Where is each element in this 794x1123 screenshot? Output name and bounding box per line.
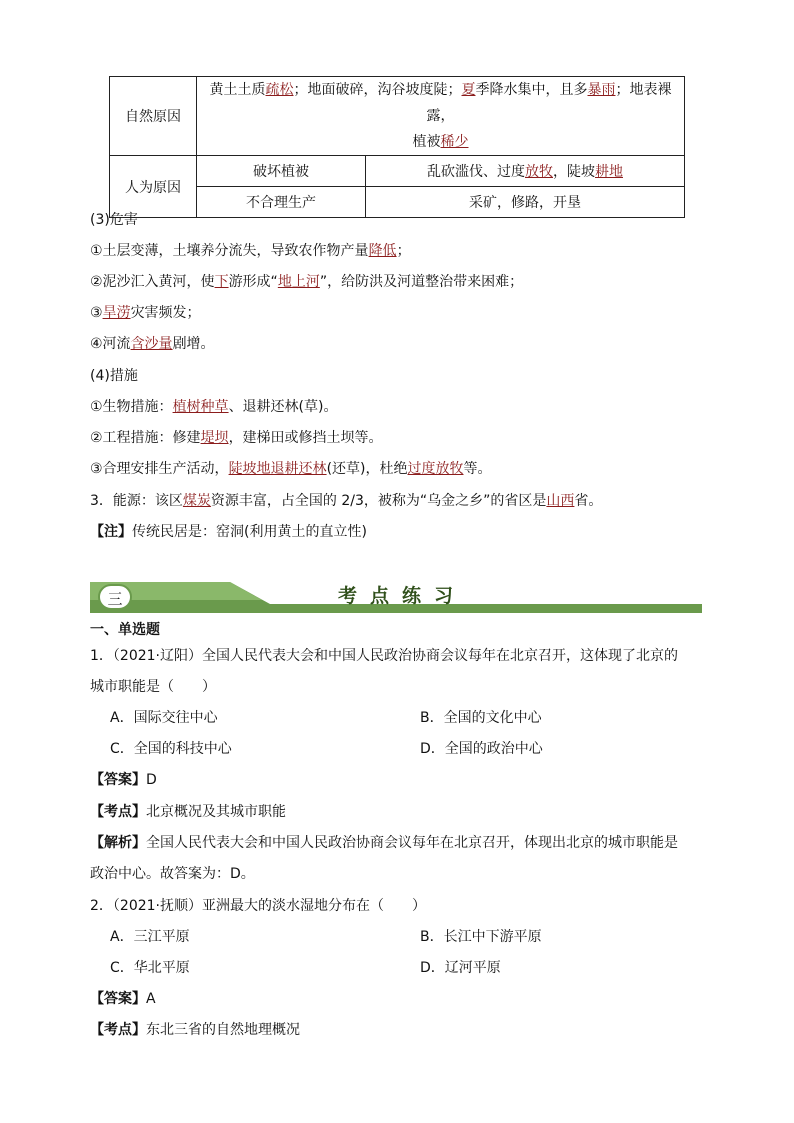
q2-answer: [90, 989, 156, 1009]
text-segment: 3．能源：该区: [90, 493, 183, 509]
harm-item-3: [90, 303, 201, 323]
energy-line: [90, 491, 602, 511]
q2-answer-tag: 【答案】: [90, 991, 146, 1007]
cause-destroy-vegetation: 破坏植被: [197, 156, 366, 187]
text-segment: 资源丰富，占全国的 2/3，被称为“乌金之乡”的省区是: [210, 493, 547, 509]
note-tag: 【注】: [90, 524, 132, 540]
underlined-keyword: 放牧: [525, 164, 553, 180]
q1-option-b: B．全国的文化中心: [420, 710, 542, 726]
q1-analysis-text: 全国人民代表大会和中国人民政治协商会议每年在北京召开，体现出北京的城市职能是: [146, 835, 678, 851]
q2-point-tag: 【考点】: [90, 1022, 146, 1038]
text-segment: 、退耕还林(草)。: [228, 399, 338, 415]
underlined-keyword: 山西: [546, 493, 575, 509]
text-segment: 省。: [574, 493, 603, 509]
text-segment: 灾害频发；: [130, 305, 201, 321]
underlined-keyword: 堤坝: [200, 430, 229, 446]
q1-point-value: 北京概况及其城市职能: [146, 804, 286, 820]
q2-point-value: 东北三省的自然地理概况: [146, 1022, 300, 1038]
q1-stem-line1: 1．（2021·辽阳）全国人民代表大会和中国人民政治协商会议每年在北京召开，这体现了北京的: [90, 648, 678, 664]
q1-option-d: D．全国的政治中心: [420, 741, 543, 757]
underlined-keyword: 含沙量: [130, 336, 173, 352]
underlined-keyword: 稀少: [440, 134, 469, 150]
text-segment: 植被: [412, 134, 441, 150]
text-segment: ；地表裸露，: [426, 82, 672, 124]
q1-answer-value: D: [146, 772, 157, 788]
q1-stem-line2: 城市职能是（ ）: [90, 679, 216, 695]
text-segment: ④河流: [90, 336, 131, 352]
underlined-keyword: 地上河: [277, 274, 320, 290]
q1-option-a: A．国际交往中心: [110, 710, 218, 726]
underlined-keyword: 陡坡地退耕还林: [228, 461, 327, 477]
cause-destroy-vegetation-detail: [366, 156, 685, 187]
harm-item-1: [90, 241, 411, 261]
text-segment: ，陡坡: [553, 164, 595, 180]
q1-option-c: C．全国的科技中心: [110, 741, 232, 757]
q1-point-tag: 【考点】: [90, 804, 146, 820]
q2-option-c: C．华北平原: [110, 960, 190, 976]
human-cause-label: 人为原因: [110, 156, 197, 218]
q1-analysis-tag: 【解析】: [90, 835, 146, 851]
q2-option-a: A．三江平原: [110, 929, 190, 945]
underlined-keyword: 植树种草: [172, 399, 229, 415]
underlined-keyword: 过度放牧: [407, 461, 464, 477]
text-segment: ”，给防洪及河道整治带来困难；: [319, 274, 524, 290]
text-segment: (还草)，杜绝: [326, 461, 408, 477]
text-segment: ③合理安排生产活动，: [90, 461, 229, 477]
q2-answer-value: A: [146, 991, 156, 1007]
measure-item-1: [90, 397, 338, 417]
soil-erosion-cause-table: [109, 76, 685, 218]
underlined-keyword: 耕地: [595, 164, 623, 180]
q2-point: [90, 1020, 300, 1040]
harm-heading: (3)危害: [90, 212, 138, 228]
section-title: 一、单选题: [90, 622, 160, 638]
note-text: 传统民居是：窑洞(利用黄土的直立性): [132, 524, 367, 540]
banner-title: 考点练习: [338, 585, 467, 607]
text-segment: 季降水集中，且多: [475, 82, 588, 98]
underlined-keyword: 疏松: [265, 82, 294, 98]
text-segment: ①生物措施：: [90, 399, 173, 415]
natural-cause-line2: [413, 134, 469, 150]
harm-item-4: [90, 334, 215, 354]
underlined-keyword: 旱涝: [102, 305, 131, 321]
q1-analysis-line1: [90, 833, 678, 853]
text-segment: ；地面破碎，沟谷坡度陡；: [293, 82, 462, 98]
text-segment: ；: [396, 243, 411, 259]
measure-item-3: [90, 459, 492, 479]
natural-cause-line1: [210, 82, 672, 124]
measures-heading: (4)措施: [90, 368, 138, 384]
underlined-keyword: 夏: [461, 82, 476, 98]
underlined-keyword: 煤炭: [182, 493, 211, 509]
text-segment: ③: [90, 305, 103, 321]
underlined-keyword: 暴雨: [587, 82, 616, 98]
text-segment: ①土层变薄，土壤养分流失，导致农作物产量: [90, 243, 369, 259]
note-line: [90, 522, 367, 542]
cause-unreasonable-production-detail: 采矿，修路，开垦: [366, 187, 685, 218]
harm-item-2: [90, 272, 523, 292]
q2-option-d: D．辽河平原: [420, 960, 501, 976]
q1-analysis-line2: 政治中心。故答案为：D。: [90, 866, 255, 882]
banner-number-badge: 三: [98, 584, 132, 610]
measure-item-2: [90, 428, 383, 448]
cause-unreasonable-production: 不合理生产: [197, 187, 366, 218]
text-segment: 黄土土质: [209, 82, 266, 98]
text-segment: 剧增。: [172, 336, 215, 352]
q1-answer: [90, 770, 157, 790]
natural-cause-label: 自然原因: [110, 77, 197, 156]
section-banner: [90, 578, 702, 616]
text-segment: 乱砍滥伐、过度: [427, 164, 525, 180]
underlined-keyword: 降低: [368, 243, 397, 259]
q1-answer-tag: 【答案】: [90, 772, 146, 788]
text-segment: ②工程措施：修建: [90, 430, 201, 446]
text-segment: ②泥沙汇入黄河，使: [90, 274, 215, 290]
text-segment: ，建梯田或修挡土坝等。: [228, 430, 383, 446]
q2-option-b: B．长江中下游平原: [420, 929, 542, 945]
text-segment: 游形成“: [228, 274, 278, 290]
natural-cause-text: [197, 77, 685, 156]
q2-stem: 2．（2021·抚顺）亚洲最大的淡水湿地分布在（ ）: [90, 898, 426, 914]
underlined-keyword: 下: [214, 274, 229, 290]
text-segment: 等。: [463, 461, 492, 477]
q1-point: [90, 802, 286, 822]
